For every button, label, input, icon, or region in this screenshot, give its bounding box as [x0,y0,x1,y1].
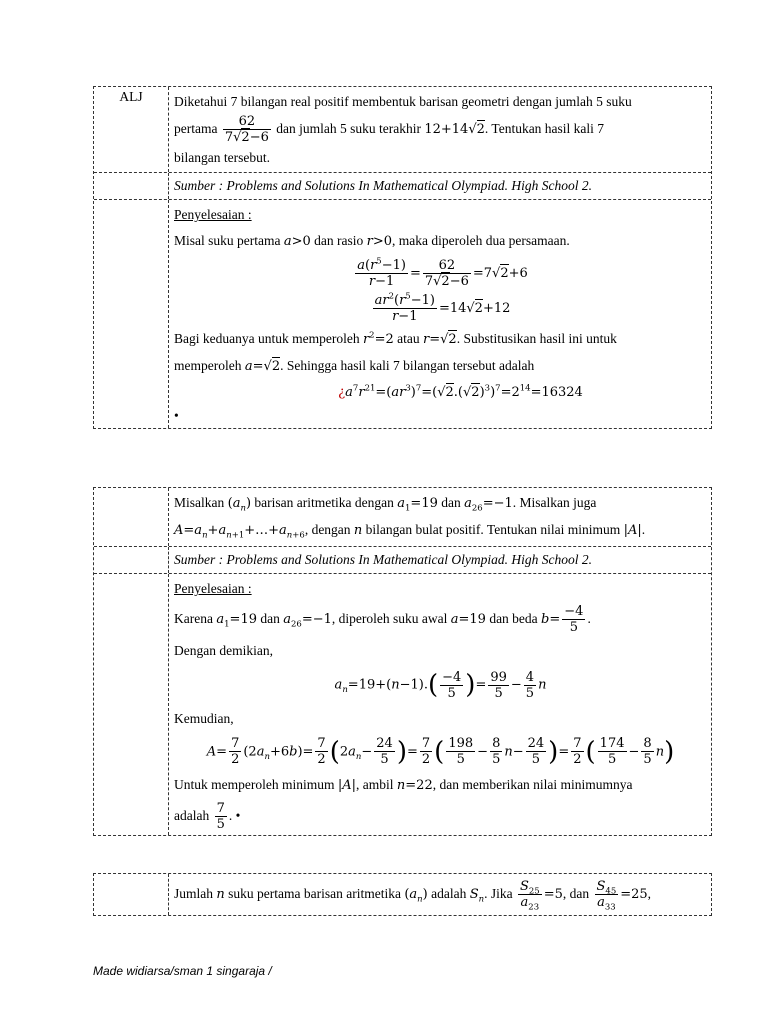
problem-statement: Jumlah n suku pertama barisan aritmetika $(a_n)$ adalah $S_n$. Jika $\frac{S_{25}}{a_{23}}$ =5, dan $\frac{S_{45}}{a_{33}}$ =25, [174,879,652,913]
end-bullet: • [174,408,179,424]
equation-2: $\frac{ar^2(r^5-1)}{r-1}$ =14√2+12 [374,292,511,325]
source-row [94,546,711,573]
problem-row [94,874,711,915]
equation-A: A= $\frac{7}{2}$ $(2a_n+6b)=$ $\frac{7}{2}$ ($2a_n-$ $\frac{24}{5}$ )= $\frac{7}{2}$ ( $\frac{198}{5}$ − $\frac{8}{5}$ n− $\frac{24}{5}$ )= $\frac{7}{2}$ ( $\frac{174}{5}$ − $\frac{8}{5}$ n) [206,736,675,767]
problem-row [94,488,711,546]
page-footer: Made widiarsa/sman 1 singaraja / [93,964,272,978]
equation-3: ¿$a^7r^{21}=(ar^3)^7=(√2.(√2)^3)^7=2^{14}=16324$ [338,384,583,401]
problem-row [94,87,711,172]
problem-table-2 [93,487,712,836]
solution-row [94,573,711,835]
solution-body: Penyelesaian : Misal suku pertama a>0 dan rasio r>0, maka diperoleh dua persamaan. $\frac{a(r^5-1)}{r-1}$ = $\frac{62}{7√2-6}$ =7√2+6 $\frac{ar^2(r^5-1)}{r-1}$ =14√2+12 Bagi keduanya untuk memperoleh $r^2=2$ atau r=√2. Substitusikan hasil ini untuk memperoleh a=√2. Sehingga hasil kali 7 bilangan tersebut adalah ¿$a^7r^{21}=(ar^3)^7=(√2.(√2)^3)^7=2^{14}=16324$ • [169,200,711,428]
solution-title: Penyelesaian : [174,581,252,596]
problem-statement: Misalkan $(a_n)$ barisan aritmetika dengan $a_1=19$ dan $a_{26}=-1$. Misalkan juga $A=a_n+a_{n+1}+\dots+a_{n+6}$, dengan n bilangan bulat positif. Tentukan nilai minimum |A|. [174,495,646,541]
math-frac-62: $\frac{62}{7√2-6}$ [224,114,269,146]
source-row [94,172,711,199]
problem-statement: Diketahui 7 bilangan real positif membentuk barisan geometri dengan jumlah 5 suku pertama $\frac{62}{7√2-6}$ dan jumlah 5 suku terakhir 12+14√2. Tentukan hasil kali 7 bilangan tersebut. [174,94,632,166]
solution-body: Penyelesaian : Karena $a_1=19$ dan $a_{26}=-1$, diperoleh suku awal a=19 dan beda b= $\frac{-4}{5}$ . Dengan demikian, $a_n=19+(n-1)$.( $\frac{-4}{5}$ )= $\frac{99}{5}$ − $\frac{4}{5}$ n Kemudian, A= $\frac{7}{2}$ $(2a_n+6b)=$ $\frac{7}{2}$ ($2a_n-$ $\frac{24}{5}$ )= $\frac{7}{2}$ ( $\frac{198}{5}$ − $\frac{8}{5}$ n− $\frac{24}{5}$ )= $\frac{7}{2}$ ( $\frac{174}{5}$ − $\frac{8}{5}$ n) Untuk memperoleh minimum |A|, ambil n=22, dan memberikan nilai minimumnya adalah $\frac{7}{5}$ . • [169,574,711,835]
math-sum-last: 12+14√2 [424,122,485,137]
problem-table-3 [93,873,712,916]
source-text: Sumber : Problems and Solutions In Mathematical Olympiad. High School 2. [174,178,592,194]
solution-row [94,199,711,428]
problem-code: ALJ [94,87,169,172]
solution-title: Penyelesaian : [174,207,252,223]
equation-1: $\frac{a(r^5-1)}{r-1}$ = $\frac{62}{7√2-6}$ =7√2+6 [357,257,528,290]
equation-an: $a_n=19+(n-1)$.( $\frac{-4}{5}$ )= $\frac{99}{5}$ − $\frac{4}{5}$ n [334,669,547,701]
source-text: Sumber : Problems and Solutions In Mathematical Olympiad. High School 2. [174,552,592,567]
end-bullet: • [235,808,241,823]
problem-table-1 [93,86,712,429]
